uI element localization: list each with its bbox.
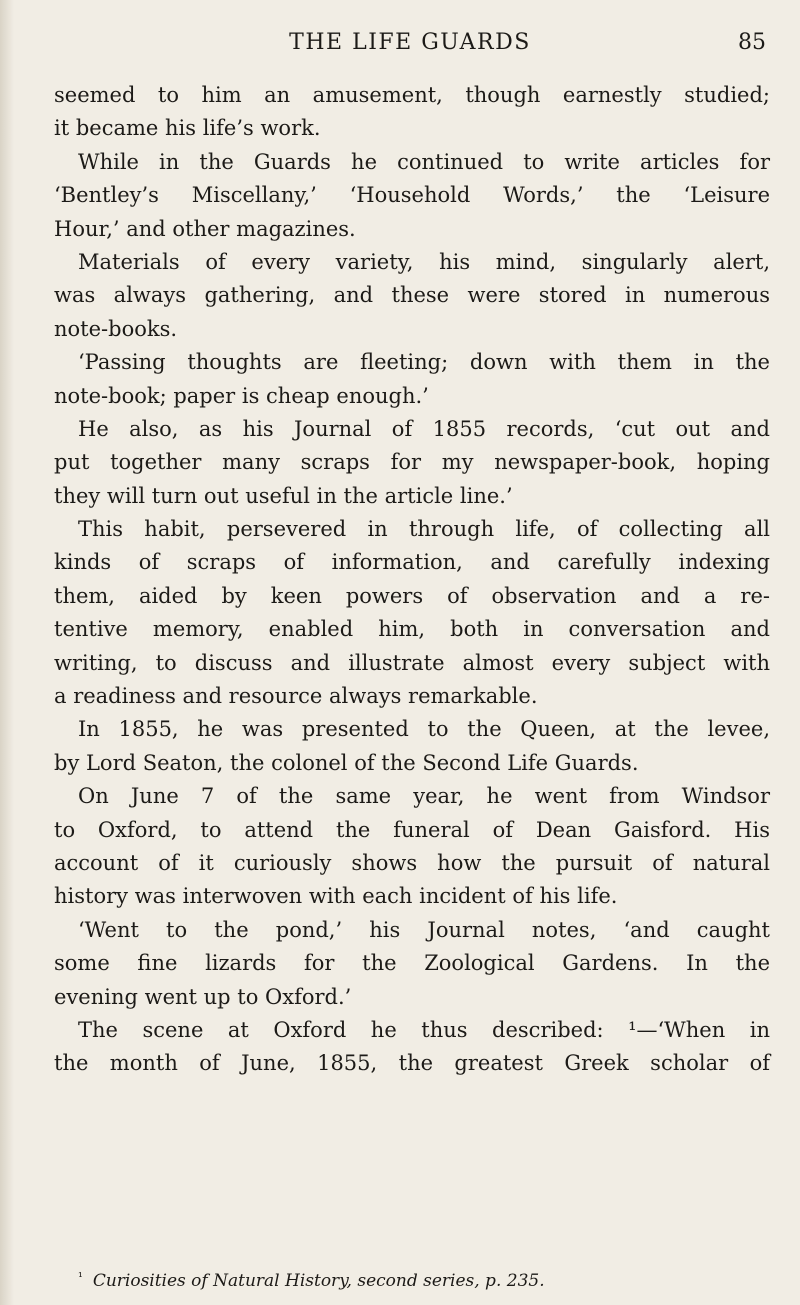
text-line: This habit, persevered in through life, of collecting all	[78, 517, 770, 542]
text-line: them, aided by keen powers of observation and a re-	[54, 583, 770, 608]
text-line: was always gathering, and these were stored in numerous	[54, 283, 770, 308]
text-line: to Oxford, to attend the funeral of Dean Gaisford. His	[54, 817, 770, 842]
running-title: THE LIFE GUARDS	[289, 30, 531, 55]
page-number: 85	[738, 30, 766, 55]
text-line: Materials of every variety, his mind, singularly alert,	[78, 249, 770, 274]
footnote-marker: ¹	[78, 1270, 83, 1284]
text-line: note-book; paper is cheap enough.’	[54, 383, 429, 408]
text-line: by Lord Seaton, the colonel of the Second Life Guards.	[54, 750, 639, 775]
text-line: history was interwoven with each incident of his life.	[54, 884, 618, 909]
text-line: ‘Bentley’s Miscellany,’ ‘Household Words,’ the ‘Leisure	[54, 183, 770, 208]
text-line: account of it curiously shows how the pursuit of natural	[54, 850, 770, 875]
page-gutter-shadow	[0, 0, 14, 1305]
text-line: seemed to him an amusement, though earnestly studied;	[54, 83, 770, 107]
text-line: some fine lizards for the Zoological Gardens. In the	[54, 951, 770, 976]
text-line: In 1855, he was presented to the Queen, at the levee,	[78, 717, 770, 742]
text-line: While in the Guards he continued to write articles for	[78, 149, 770, 174]
text-line: note-books.	[54, 316, 178, 341]
text-line: tentive memory, enabled him, both in conversation and	[54, 617, 770, 642]
text-line: writing, to discuss and illustrate almost every subject with	[54, 650, 770, 675]
text-line: the month of June, 1855, the greatest Greek scholar of	[54, 1051, 770, 1076]
text-line: ‘Passing thoughts are fleeting; down with them in the	[78, 350, 770, 375]
body-text	[54, 79, 770, 1081]
text-line: Hour,’ and other magazines.	[54, 216, 356, 241]
text-line: He also, as his Journal of 1855 records, ‘cut out and	[78, 416, 770, 441]
text-line: put together many scraps for my newspaper-book, hoping	[54, 450, 770, 475]
text-line: they will turn out useful in the article line.’	[54, 483, 513, 508]
text-line: The scene at Oxford he thus described: ¹—‘When in	[78, 1017, 770, 1042]
text-line: evening went up to Oxford.’	[54, 984, 352, 1009]
page-header	[54, 30, 766, 70]
text-line: ‘Went to the pond,’ his Journal notes, ‘and caught	[78, 917, 770, 942]
text-line: On June 7 of the same year, he went from Windsor	[78, 784, 770, 809]
text-line: a readiness and resource always remarkable.	[54, 684, 538, 709]
text-line: kinds of scraps of information, and carefully indexing	[54, 550, 770, 575]
footnote	[78, 1266, 778, 1292]
text-line: it became his life’s work.	[54, 116, 321, 141]
footnote-text: Curiosities of Natural History, second series, p. 235.	[92, 1271, 545, 1291]
